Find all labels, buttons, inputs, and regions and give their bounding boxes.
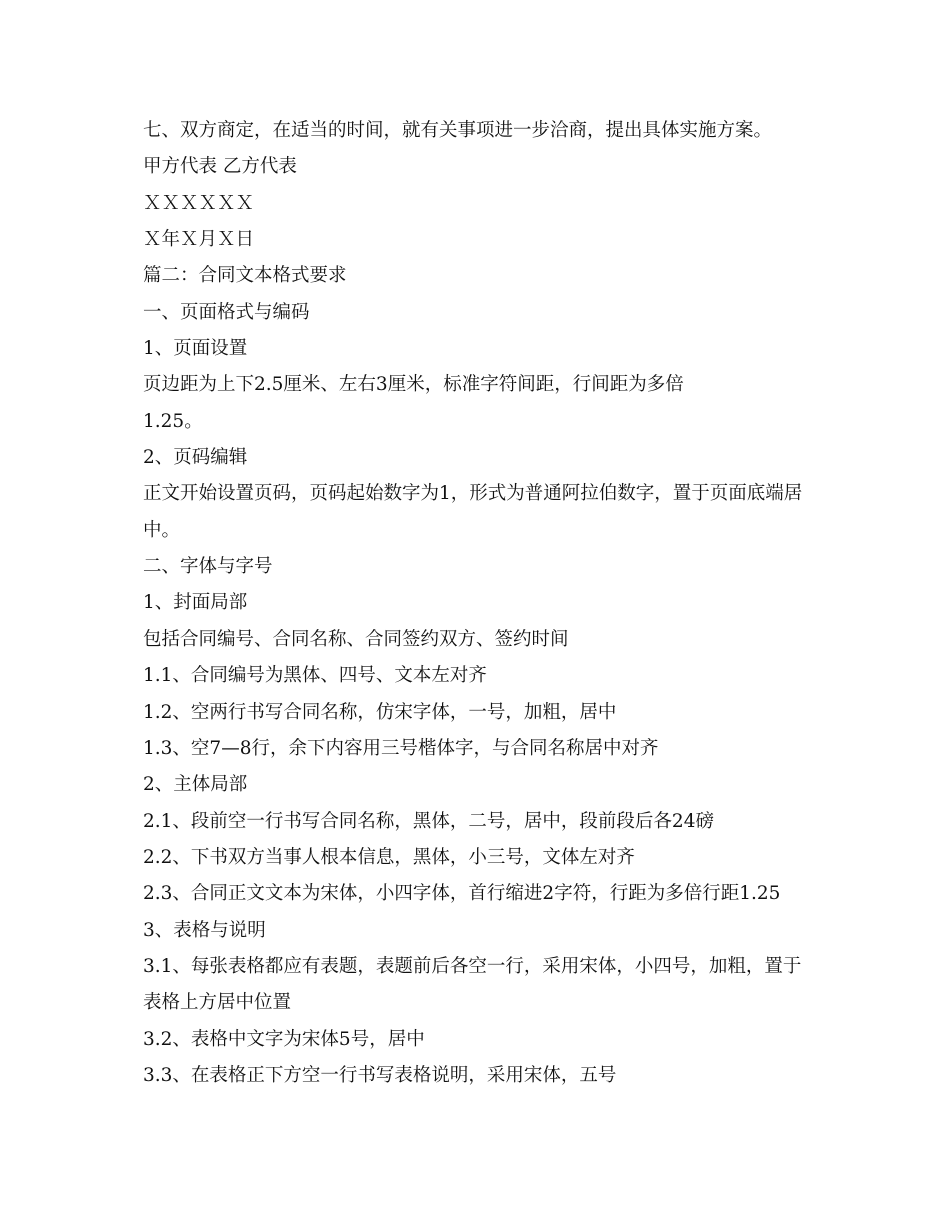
list-item: 3.3、在表格正下方空一行书写表格说明，采用宋体，五号	[143, 1064, 617, 1086]
list-item: 3.1、每张表格都应有表题，表题前后各空一行，采用宋体，小四号，加粗，置于	[143, 955, 802, 977]
list-item: 1.3、空7—8行，余下内容用三号楷体字，与合同名称居中对齐	[143, 737, 659, 759]
heading-page-format: 一、页面格式与编码	[143, 301, 310, 323]
closing-clause: 七、双方商定，在适当的时间，就有关事项进一步洽商，提出具体实施方案。	[143, 120, 773, 141]
document-body	[143, 113, 823, 1094]
list-item: 2.1、段前空一行书写合同名称，黑体，二号，居中，段前段后各24磅	[143, 810, 714, 832]
heading-fonts: 二、字体与字号	[143, 556, 273, 578]
subheading-tables: 3、表格与说明	[143, 919, 266, 941]
paragraph-cover: 包括合同编号、合同名称、合同签约双方、签约时间	[143, 628, 569, 650]
signatories: 甲方代表 乙方代表	[143, 156, 297, 178]
section-title: 篇二：合同文本格式要求	[143, 265, 347, 287]
date-placeholder: Ｘ年Ｘ月Ｘ日	[143, 229, 255, 251]
list-item: 3.2、表格中文字为宋体5号，居中	[143, 1028, 425, 1050]
subheading-body: 2、主体局部	[143, 774, 248, 796]
subheading-page-setup: 1、页面设置	[143, 338, 248, 360]
signature-placeholder: ＸＸＸＸＸＸ	[143, 192, 255, 214]
list-item: 1.1、合同编号为黑体、四号、文本左对齐	[143, 665, 487, 687]
list-item-cont: 表格上方居中位置	[143, 992, 292, 1014]
subheading-page-numbers: 2、页码编辑	[143, 447, 248, 469]
paragraph-margins: 页边距为上下2.5厘米、左右3厘米，标准字符间距，行间距为多倍	[143, 374, 684, 396]
list-item: 2.2、下书双方当事人根本信息，黑体，小三号，文体左对齐	[143, 846, 635, 868]
paragraph-margins-cont: 1.25。	[143, 410, 203, 432]
paragraph-page-numbers: 正文开始设置页码，页码起始数字为1，形式为普通阿拉伯数字，置于页面底端居	[143, 483, 803, 505]
list-item: 2.3、合同正文文本为宋体，小四字体，首行缩进2字符，行距为多倍行距1.25	[143, 883, 781, 905]
paragraph-page-numbers-cont: 中。	[143, 519, 181, 541]
subheading-cover: 1、封面局部	[143, 592, 248, 614]
list-item: 1.2、空两行书写合同名称，仿宋字体，一号，加粗，居中	[143, 701, 617, 723]
